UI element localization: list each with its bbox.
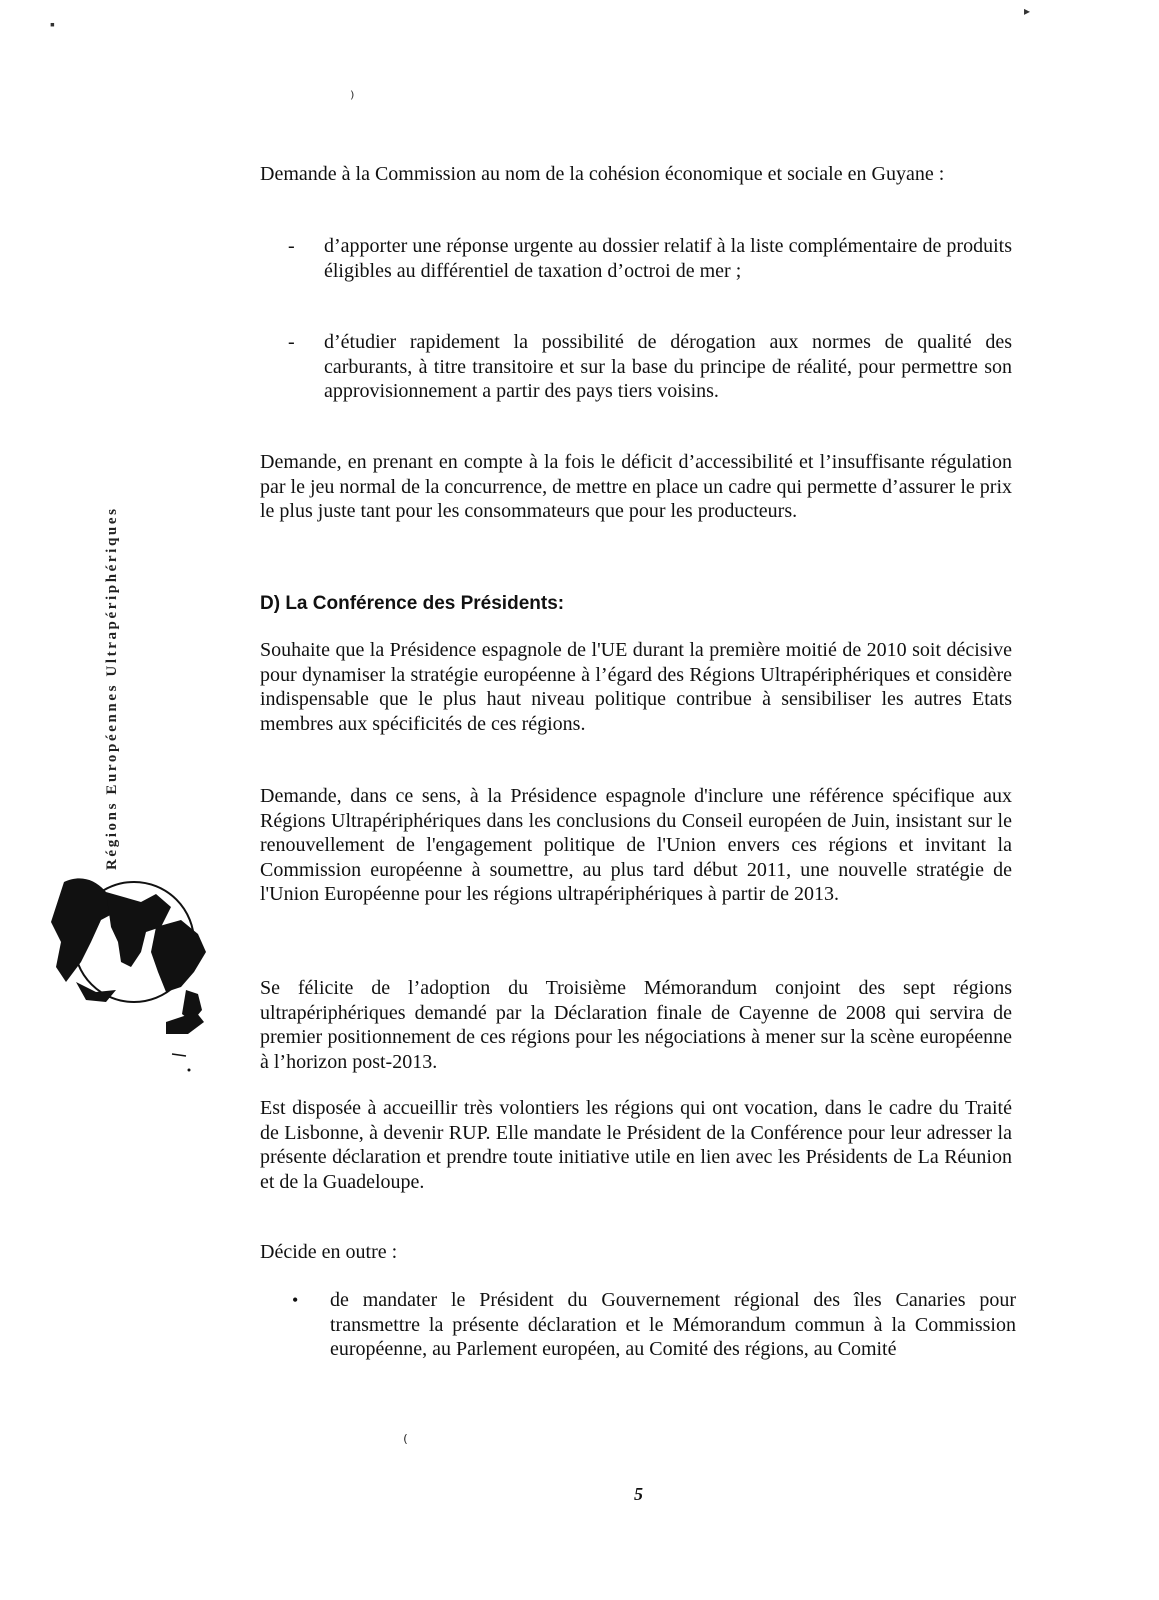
scan-mark: ⁽ (403, 1432, 408, 1454)
globe-logo (46, 872, 211, 1077)
dash-list-item (290, 330, 1012, 404)
scan-mark: ⁾ (350, 88, 355, 108)
presidence-text: Souhaite que la Présidence espagnole de l'UE durant la première moitié de 2010 soit décisive pour dynamiser la stratégie européenne à l’égard des Régions Ultrapériphériques et considère indispensable que le plus haut niveau politique contribue à sensibiliser les autres Etats membres aux spécificités de ces régions. (260, 639, 1012, 735)
reference-text: Demande, dans ce sens, à la Présidence espagnole d'inclure une référence spécifique aux Régions Ultrapériphériques dans les conclusions du Conseil européen de Juin, insistant sur le renouvellement de l'engagement politique de l'Union envers ces régions et invitant la Commission européenne à soumettre, au plus tard début 2011, une nouvelle stratégie de l'Union Européenne pour les régions ultrapériphériques à partir de 2013. (260, 785, 1012, 905)
dash-marker: - (288, 331, 295, 353)
bullet-marker: • (292, 1290, 299, 1310)
reference-paragraph (260, 784, 1012, 907)
dash-item-text: d’étudier rapidement la possibilité de dérogation aux normes de qualité des carburants, à titre transitoire et sur la base du principe de réalité, pour permettre son approvisionnement a partir des pays tiers voisins. (324, 331, 1012, 402)
accessibility-paragraph (260, 450, 1012, 524)
intro-text: Demande à la Commission au nom de la cohésion économique et sociale en Guyane : (260, 163, 945, 185)
decide-text: Décide en outre : (260, 1241, 398, 1263)
bullet-item-text: de mandater le Président du Gouvernement régional des îles Canaries pour transmettre la présente déclaration et le Mémorandum commun à la Commission européenne, au Parlement européen, au Comité des régions, au Comité (330, 1289, 1016, 1360)
scan-mark: ▪ (50, 18, 55, 33)
rup-text: Est disposée à accueillir très volontiers les régions qui ont vocation, dans le cadre du Traité de Lisbonne, à devenir RUP. Elle mandate le Président de la Conférence pour leur adresser la présente déclaration et prendre toute initiative utile en lien avec les Présidents de La Réunion et de la Guadeloupe. (260, 1097, 1012, 1193)
sidebar-vertical-title: Régions Européennes Ultrapériphériques (104, 506, 120, 870)
section-heading: D) La Conférence des Présidents: (260, 593, 565, 614)
memorandum-paragraph (260, 976, 1012, 1074)
memorandum-text: Se félicite de l’adoption du Troisième Mémorandum conjoint des sept régions ultrapériphériques demandé par la Déclaration finale de Cayenne de 2008 qui servira de premier positionnement de ces régions pour les négociations à mener sur la scène européenne à l’horizon post-2013. (260, 977, 1012, 1073)
rup-paragraph (260, 1096, 1012, 1194)
dash-marker: - (288, 235, 295, 257)
page-number: 5 (634, 1484, 643, 1504)
presidence-paragraph (260, 638, 1012, 736)
accessibility-text: Demande, en prenant en compte à la fois le déficit d’accessibilité et l’insuffisante régulation par le jeu normal de la concurrence, de mettre en place un cadre qui permette d’assurer le prix le plus juste tant pour les consommateurs que pour les producteurs. (260, 451, 1012, 522)
scan-mark: ▸ (1024, 4, 1031, 18)
dash-list-item (290, 234, 1012, 283)
intro-paragraph (260, 162, 1012, 187)
dash-item-text: d’apporter une réponse urgente au dossier relatif à la liste complémentaire de produits éligibles au différentiel de taxation d’octroi de mer ; (324, 235, 1012, 282)
bullet-list-item (292, 1288, 1016, 1362)
decide-paragraph (260, 1240, 1012, 1265)
